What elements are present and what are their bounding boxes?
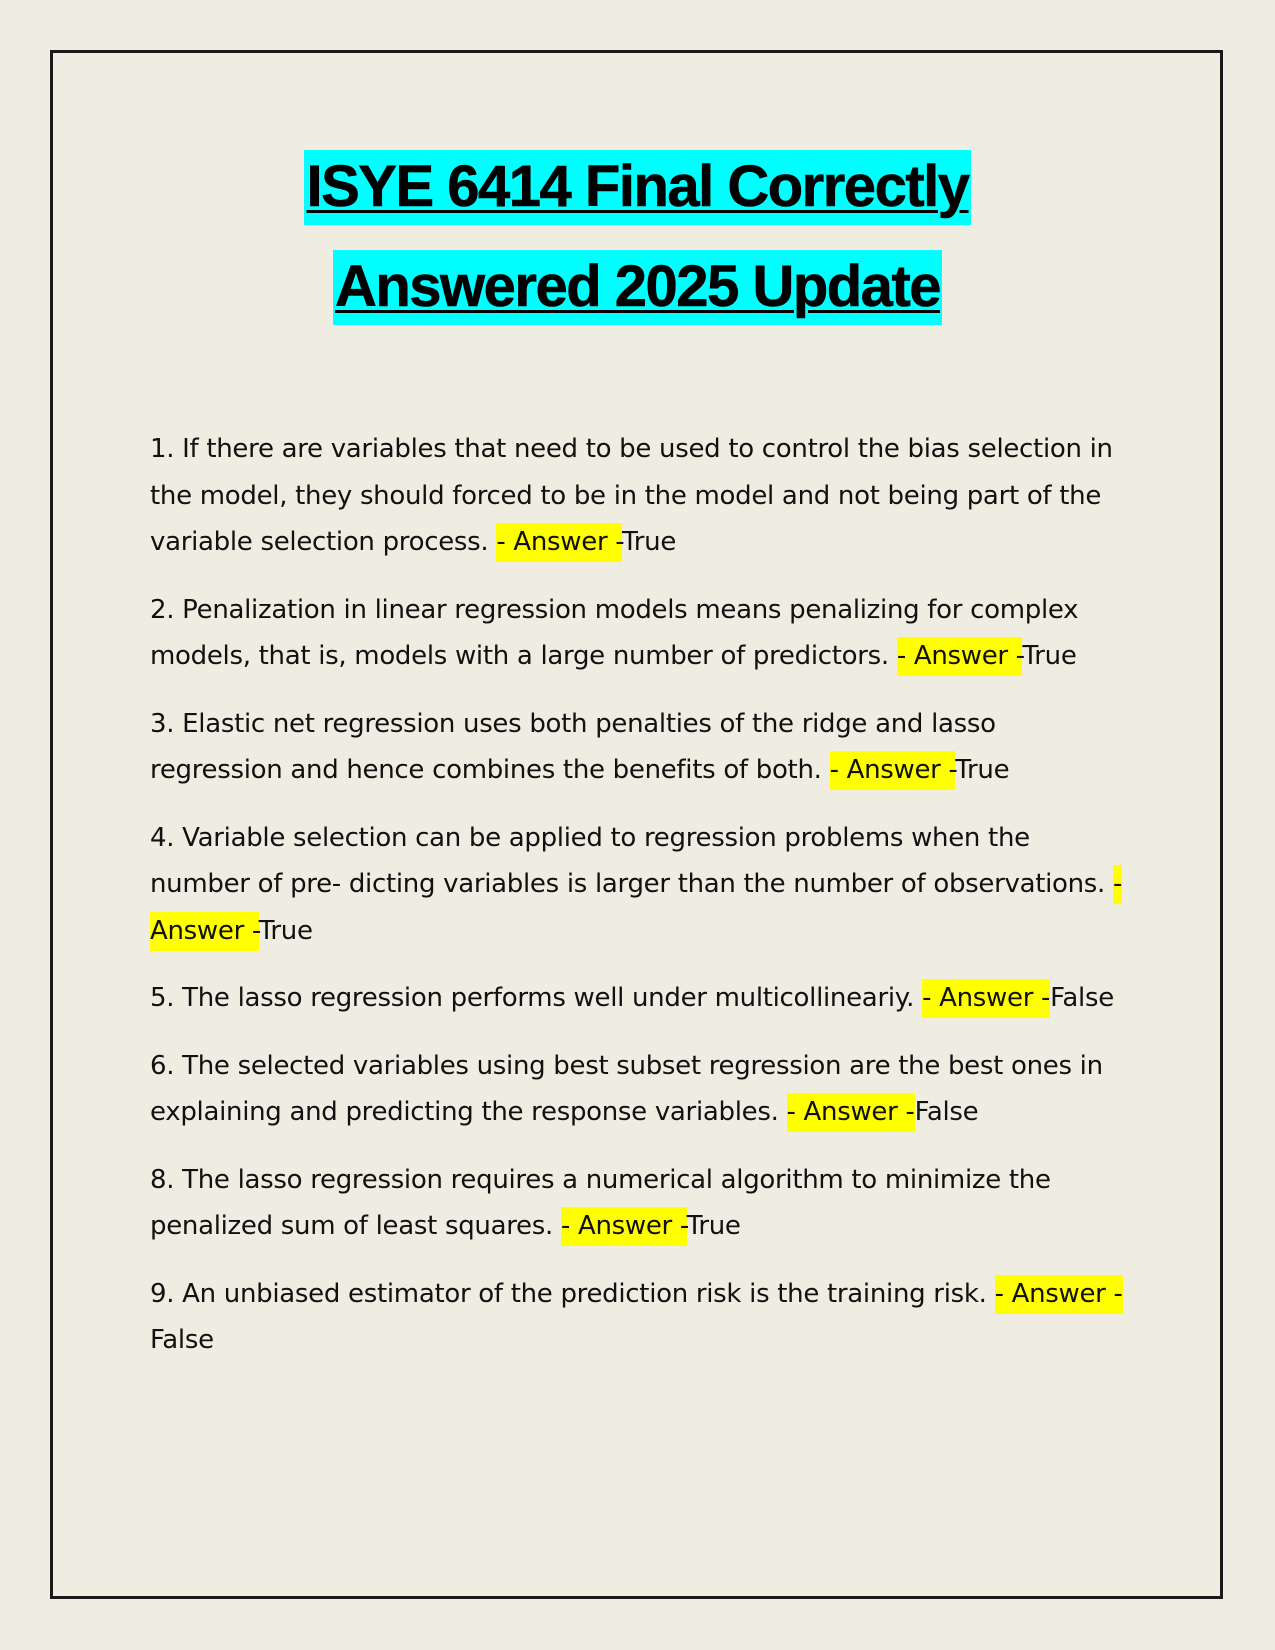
question-text: 9. An unbiased estimator of the prediction risk is the training risk. (150, 1278, 995, 1309)
question-item-5 (150, 975, 1130, 1022)
answer-marker: - Answer - (830, 751, 956, 790)
question-item-6 (150, 1043, 1130, 1136)
answer-marker: - Answer - (922, 979, 1050, 1018)
answer-marker: - Answer - (561, 1207, 687, 1246)
question-text: 2. Penalization in linear regression models means penalizing for complex models, that is, models with a large number of predictors. (150, 594, 1079, 671)
answer-marker: - Answer - (496, 523, 622, 562)
question-text: 4. Variable selection can be applied to regression problems when the number of pre- dicting variables is larger than the number of observations. (150, 822, 1113, 899)
answer-marker: - Answer - (150, 865, 1122, 951)
question-text: 8. The lasso regression requires a numerical algorithm to minimize the penalized sum of least squares. (150, 1164, 1051, 1241)
title-line-2: Answered 2025 Update (333, 250, 942, 325)
answer-value: True (622, 527, 677, 557)
question-text: 1. If there are variables that need to be used to control the bias selection in the model, they should forced to be in the model and not being part of the variable selection process. (150, 434, 1113, 557)
answer-marker: - Answer - (995, 1275, 1123, 1314)
answer-value: True (955, 755, 1010, 785)
answer-value: True (686, 1211, 741, 1241)
document-title-continued (0, 254, 1275, 319)
question-item-1 (150, 426, 1130, 566)
question-item-4 (150, 815, 1130, 955)
answer-value: False (1050, 983, 1114, 1013)
question-item-2 (150, 587, 1130, 680)
answer-value: False (150, 1325, 214, 1355)
answer-value: True (258, 915, 313, 946)
question-list (150, 426, 1130, 1385)
question-item-8 (150, 1157, 1130, 1250)
question-text: 5. The lasso regression performs well under multicollineariy. (150, 983, 923, 1013)
answer-value: False (914, 1097, 979, 1127)
question-item-3 (150, 701, 1130, 794)
question-text: 6. The selected variables using best subset regression are the best ones in explaining and predicting the response variables. (150, 1050, 1103, 1127)
answer-value: True (1022, 641, 1077, 671)
document-title (0, 154, 1275, 219)
answer-marker: - Answer - (897, 637, 1023, 676)
question-text: 3. Elastic net regression uses both penalties of the ridge and lasso regression and hence combines the benefits of both. (150, 708, 996, 785)
question-item-9 (150, 1271, 1130, 1364)
title-line-1: ISYE 6414 Final Correctly (304, 150, 970, 225)
answer-marker: - Answer - (787, 1093, 915, 1132)
